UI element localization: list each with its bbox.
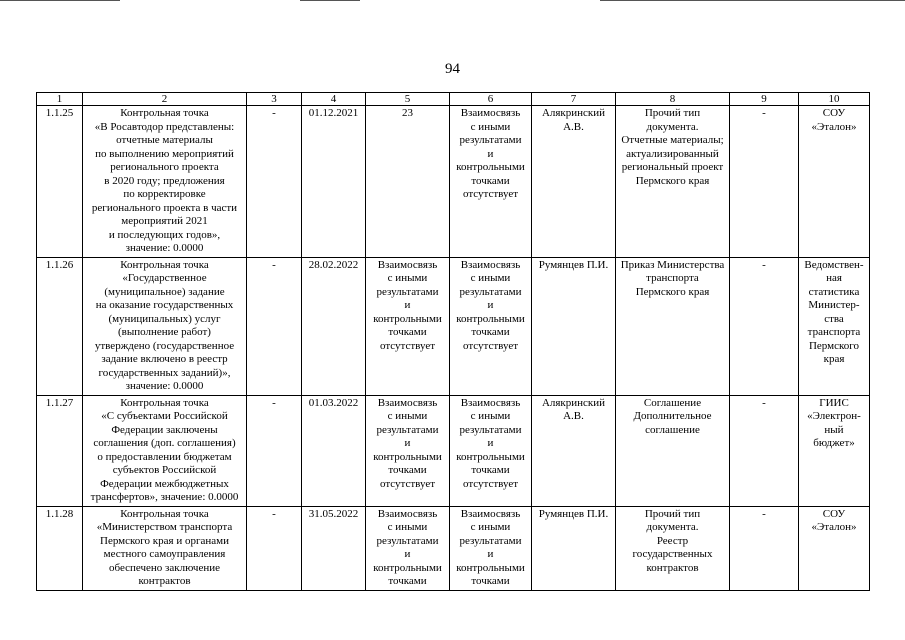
cell-line: с иными	[470, 410, 511, 422]
cell-line: отчетные материалы	[116, 134, 213, 146]
responsible-person	[532, 257, 616, 395]
responsible-person	[532, 395, 616, 506]
cell-line: ства	[824, 312, 844, 325]
cell-line: Контрольная точка	[120, 507, 209, 520]
cell-line: трансфертов», значение: 0.0000	[90, 491, 239, 503]
column-9-value: -	[730, 257, 799, 395]
cell-line: СОУ	[822, 107, 846, 119]
table-row	[37, 395, 870, 506]
cell-line: «Государственное	[122, 272, 207, 284]
cell-line: отсутствует	[379, 477, 436, 490]
cell-line: и	[404, 548, 411, 560]
cell-line: документа.	[646, 521, 699, 533]
cell-line: и	[487, 299, 494, 311]
cell-line: о предоставлении бюджетам	[97, 450, 232, 463]
cell-line: контрольными	[373, 450, 442, 463]
cell-line: Контрольная точка	[120, 107, 209, 119]
header-cell: 10	[799, 93, 870, 106]
cell-line: точками	[388, 464, 427, 476]
cell-line: с иными	[470, 120, 511, 133]
cell-line: Взаимосвязь	[460, 258, 521, 271]
column-5-value	[366, 106, 450, 258]
cell-line: с иными	[387, 410, 428, 422]
cell-line: по корректировке	[123, 188, 206, 200]
cell-line: с иными	[387, 521, 428, 533]
cell-line: края	[823, 353, 845, 365]
header-cell: 5	[366, 93, 450, 106]
cell-line: (выполнение работ)	[118, 326, 211, 338]
cell-line: Прочий тип	[644, 107, 701, 119]
cell-line: контрольными	[456, 312, 525, 325]
cell-line: регионального проекта	[110, 161, 219, 173]
cell-line: актуализированный	[626, 147, 719, 160]
page-number: 94	[445, 61, 460, 77]
header-cell: 8	[616, 93, 730, 106]
cell-line: (муниципальное) задание	[104, 285, 225, 298]
cell-line: точками	[388, 575, 427, 587]
cell-line: Взаимосвязь	[460, 107, 521, 119]
cell-line: «Министерством транспорта	[96, 521, 233, 533]
cell-line: отсутствует	[462, 339, 519, 352]
document-type	[616, 257, 730, 395]
column-6-value	[450, 257, 532, 395]
cell-line: контрактов	[646, 561, 699, 574]
control-points-table	[36, 92, 870, 591]
column-9-value: -	[730, 506, 799, 590]
cell-line: Пермского края	[635, 174, 710, 187]
date-cell: 31.05.2022	[302, 506, 366, 590]
table-row	[37, 257, 870, 395]
cell-line: контрольными	[373, 561, 442, 574]
cell-line: контрольными	[456, 161, 525, 173]
cell-line: контрольными	[456, 450, 525, 463]
cell-line: А.В.	[563, 410, 584, 422]
document-type	[616, 506, 730, 590]
column-3-value: -	[247, 395, 302, 506]
table-row	[37, 506, 870, 590]
row-number: 1.1.28	[37, 506, 83, 590]
cell-line: точками	[471, 575, 510, 587]
column-5-value	[366, 395, 450, 506]
header-cell: 3	[247, 93, 302, 106]
column-3-value: -	[247, 506, 302, 590]
date-cell: 01.03.2022	[302, 395, 366, 506]
cell-line: в 2020 году; предложения	[104, 174, 225, 187]
control-point-description	[83, 257, 247, 395]
cell-line: Соглашение	[643, 396, 702, 409]
cell-line: субъектов Российской	[112, 464, 217, 476]
cell-line: государственных заданий)»,	[98, 366, 231, 379]
cell-line: Контрольная точка	[120, 396, 209, 409]
cell-line: на оказание государственных	[95, 299, 234, 311]
cell-line: Алякринский	[541, 107, 606, 119]
cell-line: значение: 0.0000	[125, 380, 204, 392]
cell-line: «Электрон-	[807, 410, 861, 422]
cell-line: Ведомствен-	[804, 258, 864, 271]
cell-line: ная	[826, 272, 842, 284]
cell-line: результатами	[459, 134, 522, 146]
cell-line: задание включено в реестр	[101, 353, 228, 365]
cell-line: Румянцев П.И.	[538, 258, 609, 271]
cell-line: по выполнению мероприятий	[95, 147, 234, 160]
cell-line: контрольными	[373, 312, 442, 325]
cell-line: точками	[388, 326, 427, 338]
row-number: 1.1.26	[37, 257, 83, 395]
cell-line: Федерации межбюджетных	[100, 477, 229, 490]
top-border-fragment	[0, 0, 905, 6]
cell-line: и	[487, 437, 494, 449]
column-6-value	[450, 506, 532, 590]
cell-line: Пермского края	[635, 285, 710, 298]
cell-line: и последующих годов»,	[108, 228, 221, 241]
cell-line: точками	[471, 464, 510, 476]
cell-line: региональный проект	[621, 161, 724, 173]
information-source	[799, 395, 870, 506]
header-row	[37, 93, 870, 106]
row-number: 1.1.27	[37, 395, 83, 506]
date-cell: 01.12.2021	[302, 106, 366, 258]
cell-line: транспорта	[807, 326, 861, 338]
cell-line: местного самоуправления	[103, 548, 226, 560]
header-cell: 9	[730, 93, 799, 106]
column-6-value	[450, 395, 532, 506]
document-type	[616, 106, 730, 258]
cell-line: отсутствует	[462, 188, 519, 200]
responsible-person	[532, 506, 616, 590]
cell-line: Взаимосвязь	[460, 396, 521, 409]
cell-line: и	[487, 548, 494, 560]
column-9-value: -	[730, 395, 799, 506]
cell-line: «Эталон»	[811, 521, 857, 533]
header-cell: 6	[450, 93, 532, 106]
header-cell: 2	[83, 93, 247, 106]
cell-line: точками	[471, 174, 510, 187]
information-source	[799, 506, 870, 590]
column-5-value	[366, 506, 450, 590]
cell-line: транспорта	[646, 272, 699, 284]
cell-line: Пермского	[808, 339, 860, 352]
cell-line: значение: 0.0000	[125, 242, 204, 254]
cell-line: результатами	[376, 534, 439, 547]
cell-line: регионального проекта в части	[91, 201, 238, 214]
cell-line: Отчетные материалы;	[621, 134, 724, 146]
control-point-description	[83, 506, 247, 590]
cell-line: контрактов	[138, 575, 191, 587]
cell-line: Взаимосвязь	[377, 396, 438, 409]
cell-line: результатами	[376, 285, 439, 298]
cell-line: отсутствует	[462, 477, 519, 490]
header-cell: 7	[532, 93, 616, 106]
cell-line: Реестр	[656, 534, 689, 547]
cell-line: результатами	[459, 534, 522, 547]
cell-line: государственных	[632, 548, 713, 560]
cell-line: обеспечено заключение	[109, 561, 220, 574]
cell-line: соглашения (доп. соглашения)	[93, 437, 236, 449]
header-cell: 1	[37, 93, 83, 106]
control-point-description	[83, 395, 247, 506]
cell-line: утверждено (государственное	[94, 339, 235, 352]
cell-line: Румянцев П.И.	[538, 507, 609, 520]
cell-line: и	[404, 299, 411, 311]
cell-line: мероприятий 2021	[121, 215, 208, 227]
information-source	[799, 106, 870, 258]
cell-line: Министер-	[808, 299, 860, 311]
cell-line: бюджет»	[813, 437, 855, 449]
cell-line: с иными	[387, 272, 428, 284]
cell-line: Взаимосвязь	[377, 507, 438, 520]
cell-line: с иными	[470, 272, 511, 284]
cell-line: ный	[824, 423, 844, 436]
cell-line: СОУ	[822, 507, 846, 520]
header-cell: 4	[302, 93, 366, 106]
document-type	[616, 395, 730, 506]
cell-line: Взаимосвязь	[460, 507, 521, 520]
cell-line: с иными	[470, 521, 511, 533]
column-9-value: -	[730, 106, 799, 258]
column-6-value	[450, 106, 532, 258]
cell-line: результатами	[376, 423, 439, 436]
column-3-value: -	[247, 257, 302, 395]
cell-line: А.В.	[563, 120, 584, 133]
cell-line: точками	[471, 326, 510, 338]
cell-line: результатами	[459, 423, 522, 436]
cell-line: «Эталон»	[811, 120, 857, 133]
cell-line: (муниципальных) услуг	[108, 312, 221, 325]
cell-line: Прочий тип	[644, 507, 701, 520]
responsible-person	[532, 106, 616, 258]
cell-line: контрольными	[456, 561, 525, 574]
row-number: 1.1.25	[37, 106, 83, 258]
cell-line: документа.	[646, 120, 699, 133]
control-point-description	[83, 106, 247, 258]
cell-line: Контрольная точка	[120, 258, 209, 271]
cell-line: соглашение	[645, 423, 700, 436]
cell-line: Дополнительное	[633, 410, 712, 422]
cell-line: «В Росавтодор представлены:	[94, 120, 235, 133]
column-5-value	[366, 257, 450, 395]
cell-line: 23	[402, 107, 413, 119]
cell-line: результатами	[459, 285, 522, 298]
cell-line: Взаимосвязь	[377, 258, 438, 271]
information-source	[799, 257, 870, 395]
cell-line: Приказ Министерства	[620, 258, 725, 271]
cell-line: статистика	[808, 285, 860, 298]
cell-line: и	[404, 437, 411, 449]
date-cell: 28.02.2022	[302, 257, 366, 395]
cell-line: ГИИС	[819, 396, 849, 409]
cell-line: Федерации заключены	[111, 423, 218, 436]
cell-line: отсутствует	[379, 339, 436, 352]
cell-line: Алякринский	[541, 396, 606, 409]
cell-line: «С субъектами Российской	[101, 410, 228, 422]
column-3-value: -	[247, 106, 302, 258]
cell-line: Пермского края и органами	[100, 534, 229, 547]
table-row	[37, 106, 870, 258]
cell-line: и	[487, 147, 494, 160]
